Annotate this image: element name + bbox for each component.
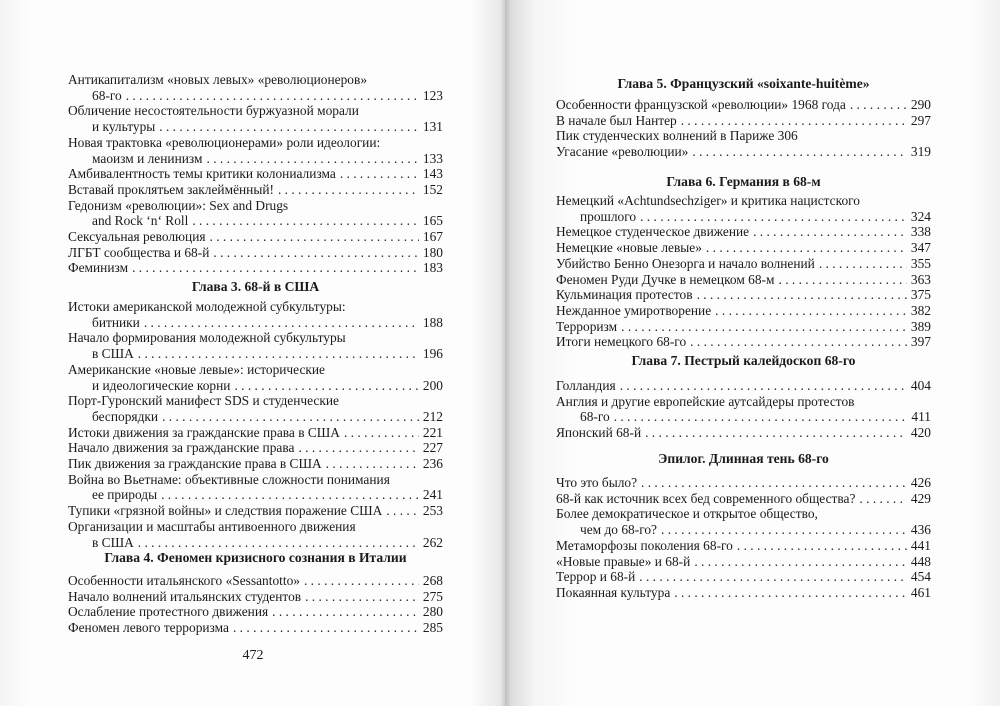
toc-entry-line: [68, 213, 443, 229]
toc-entry-title: Что это было?: [556, 475, 638, 490]
toc-entry-line: [556, 272, 931, 288]
toc-page-number: 165: [422, 213, 443, 229]
toc-page-number: 131: [422, 119, 443, 135]
toc-entry-title: Кульминация протестов: [556, 287, 693, 303]
toc-entry-title: Особенности французской «революции» 1968 года: [556, 97, 846, 112]
toc-entry-line: [68, 182, 443, 198]
toc-entry[interactable]: [68, 472, 443, 503]
dot-leader: [126, 88, 419, 104]
dot-leader: [640, 209, 907, 225]
toc-entry-line: [68, 409, 443, 425]
dot-leader: [159, 119, 419, 135]
dot-leader: [681, 113, 907, 129]
dot-leader: [207, 151, 419, 167]
toc-page-number: 212: [422, 408, 443, 424]
dot-leader: [326, 456, 419, 472]
toc-entry-title: Терроризм: [556, 318, 618, 334]
toc-page-number: 200: [422, 377, 443, 393]
toc-entry[interactable]: [556, 538, 931, 554]
toc-entry[interactable]: [68, 245, 443, 261]
toc-entry-line: [556, 97, 931, 113]
toc-entry[interactable]: [556, 193, 931, 224]
toc-page-number: 236: [422, 456, 443, 472]
toc-entry[interactable]: [556, 303, 931, 319]
toc-entry-continuation: и идеологические корни: [92, 377, 231, 393]
dot-leader: [340, 166, 419, 182]
toc-entry[interactable]: [68, 589, 443, 605]
toc-entry[interactable]: [68, 620, 443, 636]
toc-entry-line: [556, 409, 931, 425]
toc-entry[interactable]: [556, 128, 931, 144]
toc-page-number: 152: [422, 181, 443, 197]
toc-entry-line: [556, 334, 931, 350]
toc-entry-line: [556, 475, 931, 491]
dot-leader: [819, 256, 907, 272]
toc-page-number: 436: [910, 522, 931, 538]
toc-section: [556, 97, 931, 160]
toc-page-number: 420: [910, 425, 931, 441]
toc-page-number: 382: [910, 302, 931, 318]
toc-entry-line: [556, 193, 931, 209]
toc-entry-line: [556, 554, 931, 570]
toc-entry-line: [556, 522, 931, 538]
toc-entry[interactable]: [556, 585, 931, 601]
toc-entry-title: Метаморфозы поколения 68-го: [556, 537, 733, 553]
toc-entry-title: Феномен Руди Дучке в немецком 68-м: [556, 271, 775, 287]
dot-leader: [234, 378, 418, 394]
toc-page-number: 143: [422, 166, 443, 182]
toc-entry[interactable]: [556, 475, 931, 491]
dot-leader: [753, 224, 907, 240]
toc-entry-line: [556, 425, 931, 441]
toc-entry-title: Истоки движения за гражданские права в США: [68, 424, 340, 440]
toc-entry-title: Немецкий «Achtundsechziger» и критика нацистского: [556, 193, 861, 208]
toc-page-number: 262: [422, 534, 443, 550]
toc-entry-line: [68, 519, 443, 535]
toc-entry-title: Угасание «революции»: [556, 144, 689, 160]
toc-page-number: 355: [910, 255, 931, 271]
toc-entry-continuation: прошлого: [580, 208, 637, 224]
toc-page-number: 196: [422, 346, 443, 362]
dot-leader: [694, 554, 907, 570]
toc-entry-continuation: маоизм и ленинизм: [92, 150, 203, 166]
toc-entry-line: [68, 378, 443, 394]
page-number: 472: [242, 648, 264, 663]
toc-section: [556, 475, 931, 601]
toc-entry-line: [556, 256, 931, 272]
toc-entry-title: Американские «новые левые»: исторические: [68, 361, 325, 377]
dot-leader: [138, 346, 419, 362]
toc-page-number: 454: [910, 569, 931, 585]
toc-entry-line: [68, 166, 443, 182]
dot-leader: [144, 315, 419, 331]
toc-entry-line: [556, 506, 931, 522]
toc-page-number: 324: [910, 208, 931, 224]
dot-leader: [639, 569, 907, 585]
dot-leader: [697, 287, 907, 303]
toc-entry-line: [556, 287, 931, 303]
toc-entry[interactable]: [556, 144, 931, 160]
toc-entry-title: Немецкое студенческое движение: [556, 224, 750, 240]
toc-page-number: 448: [910, 553, 931, 569]
toc-entry[interactable]: [68, 456, 443, 472]
toc-entry-line: [68, 198, 443, 214]
dot-leader: [690, 334, 907, 350]
dot-leader: [621, 319, 907, 335]
toc-entry-line: [68, 260, 443, 276]
dot-leader: [779, 272, 907, 288]
toc-entry-title: Особенности итальянского «Sessantotto»: [68, 573, 300, 588]
toc-entry-line: [556, 378, 931, 394]
toc-entry-continuation: в США: [92, 346, 134, 362]
toc-entry-title: ЛГБТ сообщества и 68-й: [68, 244, 210, 260]
toc-entry-continuation: в США: [92, 534, 134, 550]
toc-entry[interactable]: [68, 604, 443, 620]
toc-entry[interactable]: [556, 240, 931, 256]
toc-entry-line: [556, 538, 931, 554]
dot-leader: [305, 589, 419, 605]
toc-entry-title: Японский 68-й: [556, 425, 642, 441]
toc-page-number: 375: [910, 287, 931, 303]
toc-entry-title: Террор и 68-й: [556, 569, 636, 585]
dot-leader: [645, 425, 907, 441]
toc-page-number: 133: [422, 150, 443, 166]
toc-entry-line: [68, 393, 443, 409]
toc-entry-line: [556, 224, 931, 240]
toc-entry-line: [68, 503, 443, 519]
toc-page-number: 429: [910, 490, 931, 506]
toc-entry-line: [68, 487, 443, 503]
toc-entry-title: Нежданное умиротворение: [556, 302, 712, 318]
toc-page-number: 290: [910, 97, 931, 112]
dot-leader: [298, 440, 418, 456]
toc-entry-title: Англия и другие европейские аутсайдеры протестов: [556, 393, 855, 409]
toc-page-number: 461: [910, 584, 931, 600]
toc-page-number: 297: [910, 112, 931, 128]
dot-leader: [213, 245, 419, 261]
toc-entry-title: Антикапитализм «новых левых» «революционеров»: [68, 72, 368, 87]
toc-entry-line: [556, 491, 931, 507]
chapter-heading: Глава 5. Французский «soixante-huitème»: [617, 76, 870, 91]
toc-entry-title: Покаянная культура: [556, 584, 671, 600]
toc-page-number: 411: [911, 409, 931, 425]
toc-entry-continuation: чем до 68-го?: [580, 522, 658, 538]
toc-page-number: 241: [422, 487, 443, 503]
dot-leader: [278, 182, 419, 198]
toc-page-number: 285: [422, 620, 443, 636]
toc-entry-line: [68, 229, 443, 245]
toc-entry-line: [68, 589, 443, 605]
toc-entry-line: [68, 88, 443, 104]
dot-leader: [192, 213, 419, 229]
toc-entry[interactable]: [68, 135, 443, 166]
toc-entry-line: [68, 72, 443, 88]
toc-entry-title: Голландия: [556, 378, 616, 393]
toc-entry[interactable]: [68, 503, 443, 519]
toc-entry[interactable]: [556, 425, 931, 441]
toc-entry-line: [556, 144, 931, 160]
toc-page-number: 441: [910, 537, 931, 553]
toc-entry-line: [68, 535, 443, 551]
toc-entry[interactable]: [556, 506, 931, 537]
toc-entry[interactable]: [556, 394, 931, 425]
toc-entry-line: [68, 425, 443, 441]
toc-entry[interactable]: [68, 393, 443, 424]
toc-entry[interactable]: [556, 554, 931, 570]
toc-entry-line: [68, 362, 443, 378]
toc-entry[interactable]: [556, 97, 931, 113]
dot-leader: [661, 522, 907, 538]
toc-page-number: 338: [910, 224, 931, 240]
toc-entry-line: [556, 209, 931, 225]
dot-leader: [614, 409, 908, 425]
toc-page-number: 275: [422, 588, 443, 604]
dot-leader: [210, 229, 419, 245]
toc-entry-title: Убийство Бенно Онезорга и начало волнений: [556, 255, 815, 271]
toc-page-number: 389: [910, 318, 931, 334]
toc-entry-title: Ослабление протестного движения: [68, 604, 269, 620]
toc-entry-title: Более демократическое и открытое общество,: [556, 506, 818, 522]
toc-page-number: 221: [422, 424, 443, 440]
toc-entry-line: [68, 135, 443, 151]
toc-page-number: 397: [910, 334, 931, 350]
toc-entry[interactable]: [68, 103, 443, 134]
toc-entry-title: Начало волнений итальянских студентов: [68, 588, 302, 604]
toc-entry-title: Феномен левого терроризма: [68, 620, 229, 636]
toc-entry-title: Война во Вьетнаме: объективные сложности понимания: [68, 471, 390, 487]
dot-leader: [859, 491, 906, 507]
toc-page-number: 426: [910, 475, 931, 490]
dot-leader: [737, 538, 907, 554]
toc-page-number: 268: [422, 573, 443, 588]
toc-entry-title: Пик студенческих волнений в Париже 306: [556, 128, 798, 144]
chapter-heading: Глава 7. Пестрый калейдоскоп 68-го: [631, 353, 856, 368]
dot-leader: [386, 503, 419, 519]
dot-leader: [344, 425, 419, 441]
toc-entry-line: [556, 303, 931, 319]
toc-section: [68, 299, 443, 550]
toc-entry-title: Вставай проклятьем заклеймённый!: [68, 181, 274, 197]
toc-section: [556, 193, 931, 350]
dot-leader: [850, 97, 907, 113]
toc-entry[interactable]: [556, 378, 931, 394]
toc-entry-line: [68, 151, 443, 167]
toc-entry-title: Немецкие «новые левые»: [556, 240, 702, 256]
toc-page-number: 280: [422, 604, 443, 620]
toc-entry-title: В начале был Нантер: [556, 112, 677, 128]
toc-page-number: 183: [422, 260, 443, 276]
toc-entry[interactable]: [68, 299, 443, 330]
chapter-heading: Глава 3. 68-й в США: [191, 279, 320, 294]
toc-section: [68, 72, 443, 276]
toc-entry-line: [556, 240, 931, 256]
toc-entry-continuation: 68-го: [580, 409, 610, 425]
toc-entry-title: «Новые правые» и 68-й: [556, 553, 691, 569]
dot-leader: [161, 487, 419, 503]
toc-entry-line: [68, 440, 443, 456]
toc-entry[interactable]: [556, 256, 931, 272]
toc-entry-line: [68, 620, 443, 636]
toc-entry[interactable]: [556, 319, 931, 335]
toc-entry[interactable]: [556, 224, 931, 240]
toc-entry[interactable]: [556, 272, 931, 288]
dot-leader: [132, 260, 419, 276]
toc-page-number: 227: [422, 440, 443, 456]
toc-entry-title: Итоги немецкого 68-го: [556, 334, 687, 350]
toc-entry[interactable]: [68, 440, 443, 456]
toc-entry[interactable]: [556, 491, 931, 507]
toc-page-number: 123: [422, 87, 443, 103]
toc-page-number: 253: [422, 503, 443, 519]
dot-leader: [233, 620, 419, 636]
toc-entry[interactable]: [556, 334, 931, 350]
chapter-heading: Глава 4. Феномен кризисного сознания в Италии: [104, 550, 407, 565]
toc-entry-continuation: ее природы: [92, 487, 158, 503]
toc-entry-line: [68, 604, 443, 620]
toc-entry-title: Истоки американской молодежной субкультуры:: [68, 299, 346, 314]
toc-entry-title: Организации и масштабы антивоенного движения: [68, 518, 356, 534]
dot-leader: [706, 240, 907, 256]
toc-page-number: 180: [422, 244, 443, 260]
dot-leader: [272, 604, 419, 620]
toc-entry[interactable]: [68, 425, 443, 441]
toc-entry-line: [68, 456, 443, 472]
toc-entry[interactable]: [556, 569, 931, 585]
dot-leader: [304, 573, 419, 589]
toc-entry[interactable]: [68, 72, 443, 103]
toc-section: [556, 378, 931, 441]
toc-entry-line: [556, 113, 931, 129]
toc-entry-title: Пик движения за гражданские права в США: [68, 456, 322, 472]
toc-entry-continuation: 68-го: [92, 87, 122, 103]
toc-entry[interactable]: [68, 166, 443, 182]
toc-entry[interactable]: [68, 330, 443, 361]
toc-entry-title: Феминизм: [68, 260, 129, 276]
toc-entry[interactable]: [68, 362, 443, 393]
toc-page-number: 319: [910, 144, 931, 160]
dot-leader: [674, 585, 907, 601]
toc-entry-line: [556, 319, 931, 335]
toc-entry-title: Новая трактовка «революционерами» роли идеологии:: [68, 134, 381, 150]
toc-entry[interactable]: [68, 573, 443, 589]
toc-entry-line: [68, 299, 443, 315]
chapter-heading: Эпилог. Длинная тень 68-го: [658, 451, 829, 466]
chapter-heading: Глава 6. Германия в 68-м: [666, 174, 821, 189]
toc-entry-line: [556, 128, 931, 144]
toc-entry-title: Сексуальная революция: [68, 229, 206, 245]
toc-entry[interactable]: [68, 519, 443, 550]
toc-entry[interactable]: [68, 198, 443, 229]
toc-entry-continuation: беспорядки: [92, 408, 159, 424]
toc-page-number: 404: [910, 378, 931, 393]
toc-entry-line: [556, 394, 931, 410]
toc-entry-title: Порт-Гуронский манифест SDS и студенческие: [68, 393, 339, 409]
dot-leader: [692, 144, 907, 160]
toc-entry[interactable]: [68, 182, 443, 198]
toc-section: [68, 573, 443, 636]
toc-entry[interactable]: [68, 260, 443, 276]
dot-leader: [641, 475, 907, 491]
dot-leader: [715, 303, 907, 319]
toc-entry-line: [68, 346, 443, 362]
toc-page-number: 188: [422, 314, 443, 330]
toc-entry-line: [68, 573, 443, 589]
toc-entry-title: Обличение несостоятельности буржуазной морали: [68, 103, 359, 119]
toc-entry-line: [68, 330, 443, 346]
toc-entry-line: [68, 472, 443, 488]
dot-leader: [162, 409, 419, 425]
toc-entry-title: Тупики «грязной войны» и следствия поражение США: [68, 503, 383, 519]
toc-entry[interactable]: [68, 229, 443, 245]
dot-leader: [620, 378, 907, 394]
toc-entry-line: [68, 245, 443, 261]
toc-page-number: 347: [910, 240, 931, 256]
toc-entry-line: [68, 119, 443, 135]
toc-entry-title: Начало формирования молодежной субкультуры: [68, 330, 346, 346]
toc-page-number: 167: [422, 229, 443, 245]
toc-page-number: 363: [910, 271, 931, 287]
toc-entry-title: Начало движения за гражданские права: [68, 440, 295, 456]
toc-entry-continuation: битники: [92, 314, 140, 330]
toc-entry-continuation: and Rock ‘n‘ Roll: [92, 213, 189, 229]
toc-entry-line: [556, 585, 931, 601]
toc-entry-line: [68, 315, 443, 331]
toc-entry-line: [556, 569, 931, 585]
toc-entry-line: [68, 103, 443, 119]
toc-entry-continuation: и культуры: [92, 119, 156, 135]
dot-leader: [138, 535, 419, 551]
toc-entry[interactable]: [556, 113, 931, 129]
toc-entry-title: 68-й как источник всех бед современного общества?: [556, 490, 856, 506]
toc-entry[interactable]: [556, 287, 931, 303]
toc-entry-title: Гедонизм «революции»: Sex and Drugs: [68, 197, 289, 213]
toc-entry-title: Амбивалентность темы критики колониализма: [68, 166, 336, 182]
